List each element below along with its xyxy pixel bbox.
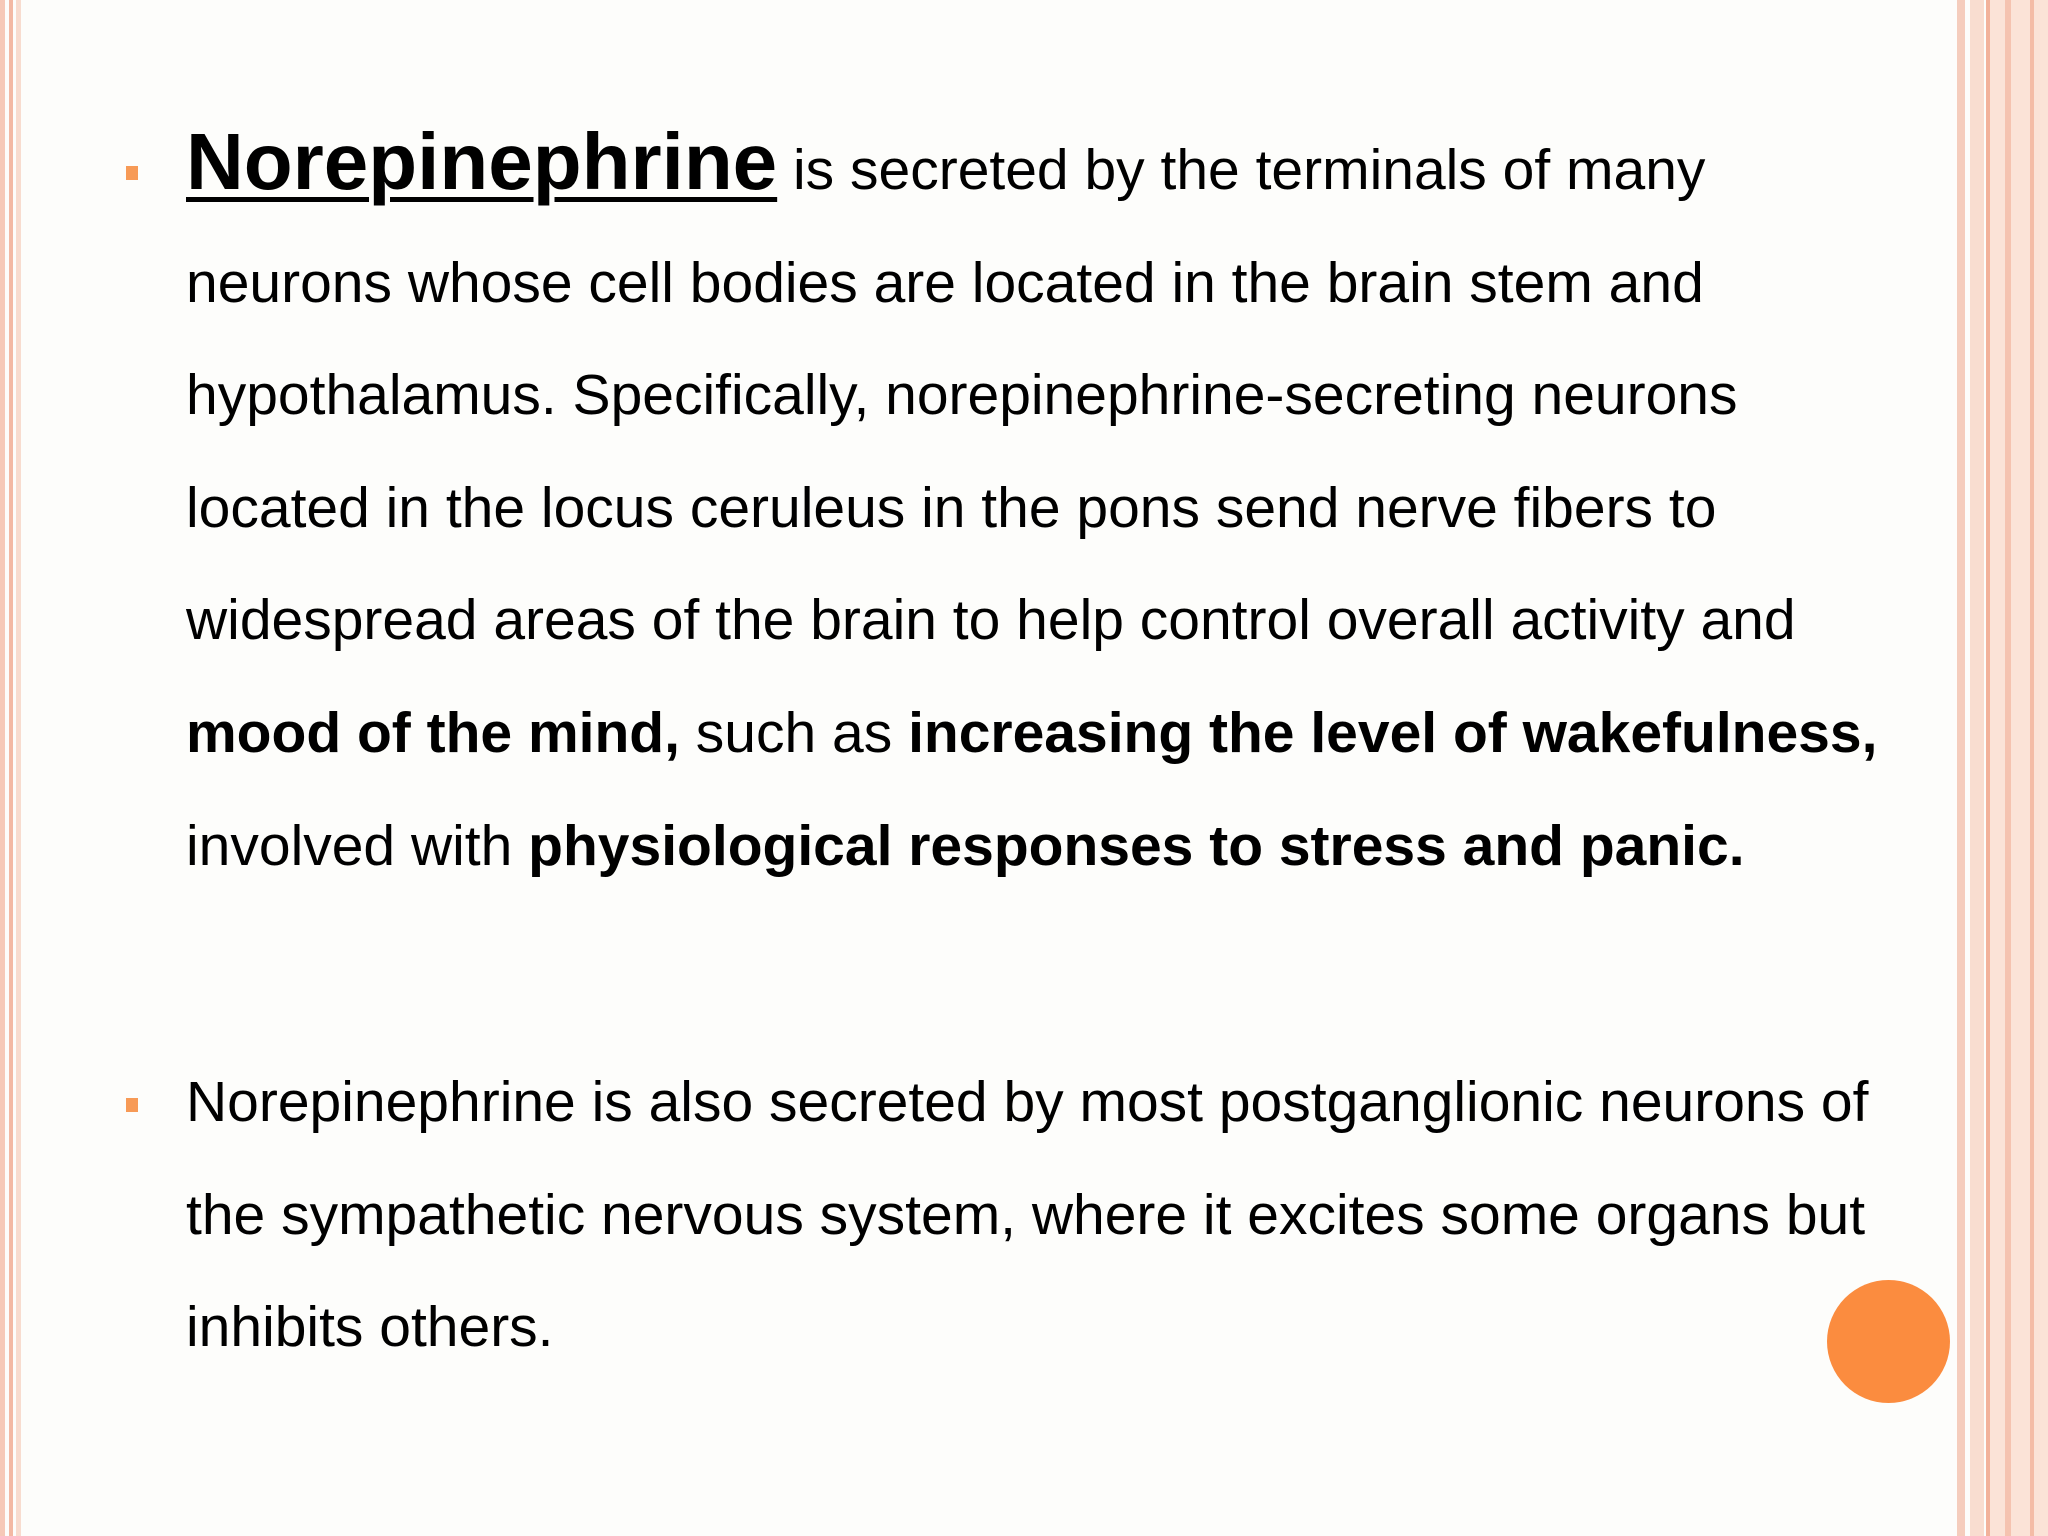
right-border-stripe [1970, 0, 1984, 1536]
bullet-square-icon [126, 1098, 138, 1112]
body-text: involved with [186, 813, 529, 878]
right-border-stripe [1957, 0, 1965, 1536]
right-border-stripe [2005, 0, 2011, 1536]
left-border-stripe [16, 0, 21, 1536]
right-border-stripe [2030, 0, 2034, 1536]
body-text: is secreted by the terminals of many neurons whose cell bodies are located in the brain stem and hypothalamus. Specifically, norepinephrine-secreting neurons located in the locus ceruleus in the pons send nerve fibers to widespread areas of the brain to help control overall activity and [186, 138, 1796, 653]
emphasis-text: mood of the mind, [186, 700, 680, 765]
left-border-stripe [9, 0, 13, 1536]
decorative-circle-icon [1827, 1280, 1950, 1403]
bullet-item [186, 114, 1886, 902]
body-text: such as [679, 700, 909, 765]
right-border-stripe [1990, 0, 2048, 1536]
left-border-stripe [0, 0, 5, 1536]
bullet-square-icon [126, 166, 138, 180]
body-text: Norepinephrine is also secreted by most postganglionic neurons of the sympathetic nervous system, where it excites some organs but inhibits others. [186, 1070, 1869, 1360]
emphasis-text: increasing the level of wakefulness, [908, 700, 1878, 765]
term-heading: Norepinephrine [186, 117, 778, 206]
bullet-item [186, 1046, 1886, 1384]
emphasis-text: physiological responses to stress and panic. [528, 813, 1745, 878]
